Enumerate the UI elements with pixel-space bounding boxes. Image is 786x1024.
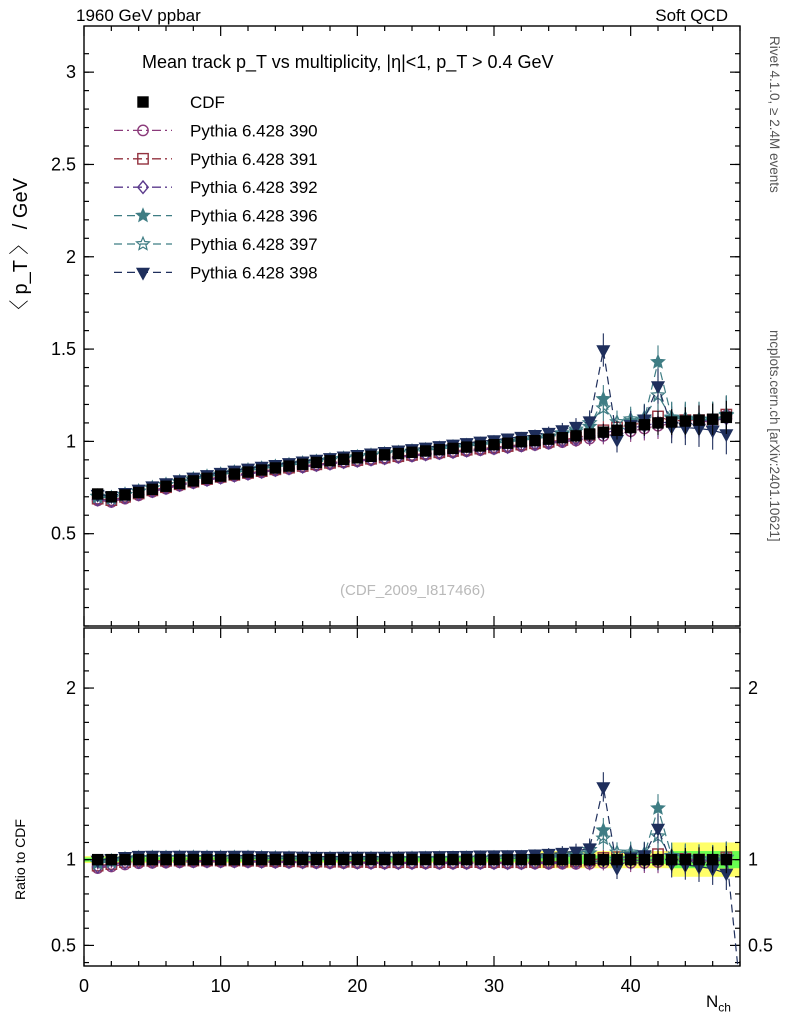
analysis-id-watermark: (CDF_2009_I817466): [340, 582, 486, 599]
datapoint-ratio: [352, 854, 362, 864]
datapoint-ratio: [202, 854, 212, 864]
datapoint-main: [147, 484, 157, 494]
yaxis-tick-label: 2: [65, 246, 76, 267]
datapoint-ratio: [721, 854, 731, 864]
datapoint-ratio: [133, 854, 143, 864]
datapoint-main: [530, 435, 540, 445]
datapoint-main: [243, 467, 253, 477]
datapoint-ratio: [489, 854, 499, 864]
ratio-panel-frame: [84, 628, 740, 966]
datapoint-ratio: [243, 854, 253, 864]
rivet-version-label: Rivet 4.1.0, ≥ 2.4M events: [767, 36, 782, 193]
datapoint-ratio: [106, 854, 116, 864]
datapoint-main: [652, 382, 664, 393]
datapoint-main: [311, 457, 321, 467]
datapoint-ratio: [680, 854, 690, 864]
datapoint-main: [543, 434, 553, 444]
legend-label: Pythia 6.428 392: [190, 178, 318, 198]
xaxis-tick-label: 20: [347, 976, 368, 996]
datapoint-ratio: [92, 854, 102, 864]
yaxis-label-main-text: 〈 p_T 〉 / GeV: [10, 178, 32, 320]
yaxis-tick-label: 2.5: [50, 154, 76, 175]
datapoint-main: [379, 450, 389, 460]
legend-entry-6[interactable]: [114, 263, 318, 282]
datapoint-main: [475, 441, 485, 451]
datapoint-ratio: [543, 854, 553, 864]
legend-entry-5[interactable]: [114, 235, 318, 254]
datapoint-main: [174, 478, 184, 488]
datapoint-ratio: [147, 854, 157, 864]
yaxis-tick-label: 1.5: [50, 339, 76, 360]
legend-label: Pythia 6.428 396: [190, 206, 318, 226]
datapoint-ratio: [597, 783, 609, 794]
datapoint-ratio: [311, 854, 321, 864]
datapoint-main: [598, 427, 608, 437]
legend-label: Pythia 6.428 390: [190, 121, 318, 141]
datapoint-main: [694, 415, 704, 425]
datapoint-main: [612, 425, 622, 435]
xaxis-label: $N_{ch}$: [706, 992, 731, 1015]
yaxis-tick-label: 2: [65, 678, 76, 699]
datapoint-ratio: [652, 801, 665, 813]
datapoint-main: [516, 437, 526, 447]
header-process-label: Soft QCD: [655, 6, 728, 25]
datapoint-main: [202, 473, 212, 483]
legend-entry-3[interactable]: [114, 178, 318, 197]
datapoint-main: [284, 461, 294, 471]
datapoint-ratio: [188, 854, 198, 864]
datapoint-ratio: [161, 854, 171, 864]
datapoint-ratio: [557, 854, 567, 864]
datapoint-ratio: [639, 854, 649, 864]
datapoint-main: [106, 492, 116, 502]
datapoint-main: [229, 469, 239, 479]
series-ratio-pythia-6.428-398: [91, 772, 740, 988]
datapoint-ratio: [325, 854, 335, 864]
legend-label: Pythia 6.428 398: [190, 263, 318, 283]
datapoint-main: [215, 471, 225, 481]
datapoint-main: [161, 481, 171, 491]
datapoint-ratio: [625, 854, 635, 864]
datapoint-ratio: [516, 854, 526, 864]
datapoint-ratio: [694, 854, 704, 864]
datapoint-main: [721, 412, 731, 422]
yaxis-tick-label-right: 1: [748, 849, 759, 870]
datapoint-ratio: [120, 854, 130, 864]
datapoint-main: [448, 443, 458, 453]
yaxis-tick-label-right: 0.5: [748, 935, 774, 956]
datapoint-ratio: [270, 854, 280, 864]
datapoint-ratio: [530, 854, 540, 864]
legend-entry-4[interactable]: [114, 207, 318, 226]
legend-label: CDF: [190, 93, 225, 112]
datapoint-ratio: [297, 854, 307, 864]
datapoint-ratio: [407, 854, 417, 864]
datapoint-main: [639, 420, 649, 430]
yaxis-tick-label-right: 2: [748, 678, 759, 699]
datapoint-ratio: [393, 854, 403, 864]
datapoint-ratio: [284, 854, 294, 864]
datapoint-main: [584, 429, 594, 439]
datapoint-ratio: [598, 854, 608, 864]
datapoint-main: [707, 414, 717, 424]
header-beam-label: 1960 GeV ppbar: [76, 6, 201, 25]
datapoint-main: [434, 444, 444, 454]
xaxis-tick-label: 30: [483, 976, 505, 996]
datapoint-main: [120, 490, 130, 500]
chart-title: [142, 52, 554, 73]
datapoint-ratio: [256, 854, 266, 864]
yaxis-tick-label: 1: [65, 849, 76, 870]
datapoint-main: [366, 451, 376, 461]
legend-marker: [137, 268, 149, 279]
datapoint-main: [407, 447, 417, 457]
legend-entry-1[interactable]: [114, 121, 318, 140]
datapoint-main: [680, 416, 690, 426]
datapoint-ratio: [229, 854, 239, 864]
yaxis-tick-label: 1: [65, 431, 76, 452]
datapoint-ratio: [502, 854, 512, 864]
datapoint-main: [502, 438, 512, 448]
yaxis-tick-label: 0.5: [50, 523, 76, 544]
chart-title-text: Mean track p_T vs multiplicity, |η|<1, p_T > 0.4 GeV: [142, 52, 554, 72]
datapoint-main: [653, 418, 663, 428]
datapoint-main: [133, 487, 143, 497]
datapoint-main: [597, 346, 609, 357]
datapoint-ratio: [571, 854, 581, 864]
datapoint-ratio: [707, 854, 717, 864]
datapoint-ratio: [666, 854, 676, 864]
datapoint-main: [188, 476, 198, 486]
datapoint-ratio: [653, 854, 663, 864]
datapoint-main: [338, 454, 348, 464]
datapoint-main: [420, 446, 430, 456]
main-panel-frame: [84, 26, 740, 626]
legend-label: Pythia 6.428 391: [190, 149, 318, 169]
datapoint-main: [571, 431, 581, 441]
datapoint-ratio: [338, 854, 348, 864]
datapoint-ratio: [461, 854, 471, 864]
datapoint-main: [666, 417, 676, 427]
datapoint-main: [352, 453, 362, 463]
datapoint-main: [270, 463, 280, 473]
datapoint-ratio: [612, 854, 622, 864]
datapoint-ratio: [448, 854, 458, 864]
datapoint-main: [489, 440, 499, 450]
datapoint-main: [92, 489, 102, 499]
mcplots-reference-label: mcplots.cern.ch [arXiv:2401.10621]: [767, 330, 782, 542]
datapoint-ratio: [584, 854, 594, 864]
legend-entry-0[interactable]: [138, 93, 225, 112]
datapoint-main: [256, 465, 266, 475]
xaxis-tick-label: 40: [620, 976, 641, 996]
datapoint-ratio: [475, 854, 485, 864]
xaxis-tick-label: 10: [210, 976, 231, 996]
legend-label: Pythia 6.428 397: [190, 235, 318, 254]
datapoint-main: [652, 355, 665, 367]
legend-marker: [137, 209, 150, 221]
datapoint-ratio: [379, 854, 389, 864]
datapoint-ratio: [174, 854, 184, 864]
datapoint-main: [297, 459, 307, 469]
legend-entry-2[interactable]: [114, 150, 318, 169]
yaxis-tick-label: 0.5: [50, 935, 76, 956]
yaxis-label-ratio-text: Ratio to CDF: [12, 819, 28, 900]
datapoint-main: [557, 432, 567, 442]
datapoint-ratio: [434, 854, 444, 864]
datapoint-main: [325, 456, 335, 466]
legend-marker: [138, 97, 148, 107]
xaxis-tick-label: 0: [78, 976, 90, 996]
datapoint-main: [625, 422, 635, 432]
datapoint-main: [393, 448, 403, 458]
yaxis-tick-label: 3: [65, 62, 76, 83]
datapoint-main: [461, 442, 471, 452]
datapoint-ratio: [366, 854, 376, 864]
datapoint-ratio: [420, 854, 430, 864]
datapoint-ratio: [215, 854, 225, 864]
